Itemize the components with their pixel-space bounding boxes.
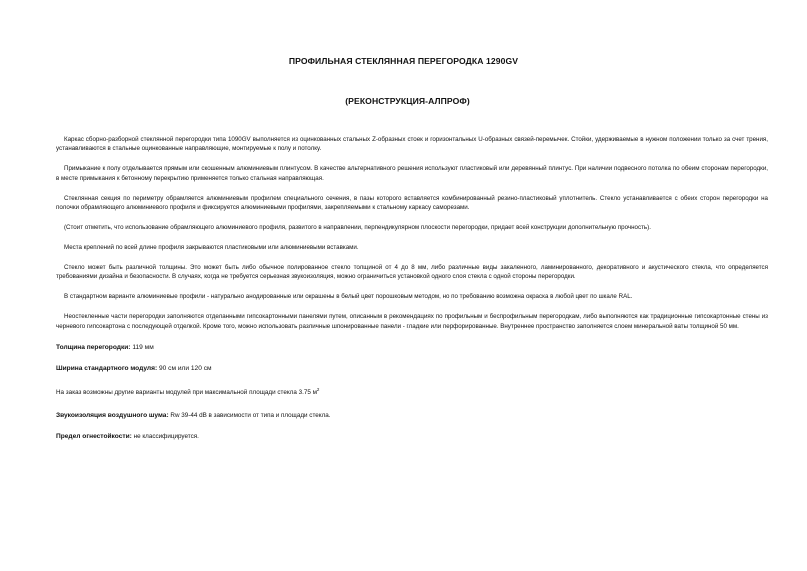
spec-note-sup: 2	[316, 386, 320, 392]
spec-sound-value: Rw 39-44 dB в зависимости от типа и площади стекла.	[168, 411, 331, 419]
spec-thickness	[56, 343, 768, 352]
spec-custom-note	[56, 385, 768, 397]
spec-fire-label: Предел огнестойкости:	[56, 432, 132, 440]
paragraph-fixings: Места креплений по всей длине профиля закрываются пластиковыми или алюминиевыми вставками.	[64, 243, 359, 251]
paragraph-profile-note: (Стоит отметить, что использование обрамляющего алюминиевого профиля, развитого в направлении, перпендикулярном плоскости перегородки, придает всей конструкции дополнительную прочность).	[64, 223, 651, 231]
document-body	[56, 135, 768, 453]
paragraph-glass-thickness: Стекло может быть различной толщины. Это может быть либо обычное полированное стекло толщиной от 4 до 8 мм, либо различные виды закаленного, ламинированного, декоративного и акустического стекла, что определяется требованиями дизайна и безопасности. В случаях, когда не требуется серьезная звукоизоляция, можно ограничиться установкой одного слоя стекла с одной стороны перегородки.	[56, 264, 768, 281]
spec-fire-value: не классифицируется.	[131, 432, 199, 440]
spec-width-label: Ширина стандартного модуля:	[56, 364, 158, 372]
paragraph-profile-finish: В стандартном варианте алюминиевые профили - натурально анодированные или окрашены в белый цвет порошковым методом, но по требованию возможна окраска в любой цвет по шкале RAL.	[64, 293, 633, 301]
spec-sound-label: Звукоизоляция воздушного шума:	[56, 411, 169, 419]
spec-thickness-label: Толщина перегородки:	[56, 343, 131, 351]
spec-sound-insulation	[56, 411, 768, 420]
spec-thickness-value: 119 мм	[130, 343, 154, 351]
paragraph-frame: Каркас сборно-разборной стеклянной перегородки типа 1090GV выполняется из оцинкованных стальных Z-образных стоек и горизонтальных U-образных связей-перемычек. Стойки, удерживаемые в нужном положении только за счет трения, устанавливаются в стальные оцинкованные направляющие, монтируемые к полу и потолку.	[56, 136, 768, 153]
spec-module-width	[56, 364, 768, 373]
paragraph-solid-parts: Неостекленные части перегородки заполняются отделанными гипсокартонными панелями путем, описанным в рекомендациях по профильным и беспрофильным перегородкам, либо выполняются как традиционные гипсокартонные стены из черневого гипсокартона с последующей отделкой. Кроме того, можно использовать различные шпонированные панели - гладкие или перфорированные. Внутреннее пространство заполняется слоем минеральной ваты толщиной 50 мм.	[56, 313, 768, 330]
spec-fire-resistance	[56, 432, 768, 441]
document-title: ПРОФИЛЬНАЯ СТЕКЛЯННАЯ ПЕРЕГОРОДКА 1290GV	[288, 56, 519, 66]
spec-width-value: 90 см или 120 см	[157, 364, 212, 372]
document-subtitle: (РЕКОНСТРУКЦИЯ-АЛПРОФ)	[345, 96, 470, 106]
spec-note-text: На заказ возможны другие варианты модулей при максимальной площади стекла 3.75 м	[56, 388, 317, 396]
paragraph-floor-junction: Примыкание к полу отделывается прямым или скошенным алюминиевым плинтусом. В качестве альтернативного решения используют пластиковый или деревянный плинтус. При наличии подвесного потолка по обеим сторонам перегородки, в месте примыкания к бетонному перекрытию применяется только стальная направляющая.	[56, 165, 768, 182]
paragraph-glass-section: Стеклянная секция по периметру обрамляется алюминиевым профилем специального сечения, в пазы которого вставляется комбинированный резино-пластиковый уплотнитель. Стекло устанавливается с обеих сторон перегородки на полочки обрамляющего алюминиевого профиля и фиксируется алюминиевыми профилями, закрепляемыми к стальному каркасу саморезами.	[56, 194, 768, 211]
